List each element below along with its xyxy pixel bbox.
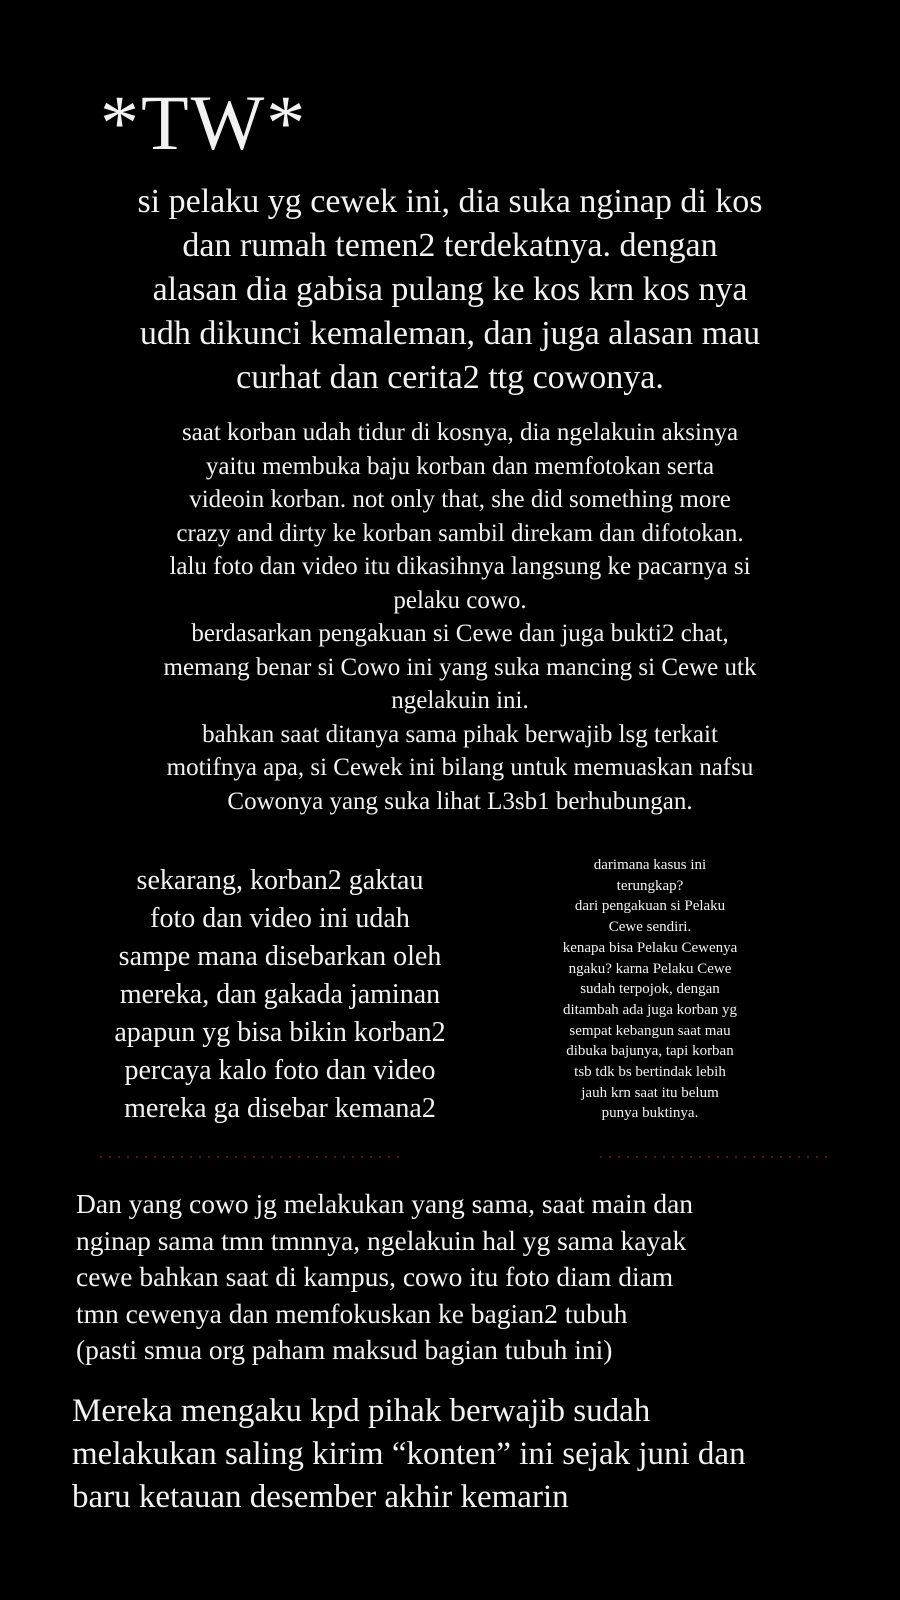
text-line: bahkan saat ditanya sama pihak berwajib lsg terkait <box>202 720 718 748</box>
text-line: yaitu membuka baju korban dan memfotokan serta <box>205 452 715 480</box>
text-line: tsb tdk bs bertindak lebih <box>574 1064 726 1081</box>
text-line: crazy and dirty ke korban sambil direkam dan difotokan. <box>176 519 744 547</box>
text-line: foto dan video ini udah <box>150 903 410 934</box>
text-line: (pasti smua org paham maksud bagian tubuh ini) <box>76 1334 613 1365</box>
text-line: memang benar si Cowo ini yang suka mancing si Cewe utk <box>163 653 757 681</box>
text-line: Cewe sendiri. <box>608 919 692 936</box>
text-line: punya buktinya. <box>601 1105 699 1122</box>
text-line: kenapa bisa Pelaku Cewenya <box>562 939 738 956</box>
text-line: melakukan saling kirim “konten” ini sejak juni dan <box>72 1436 746 1472</box>
text-line: si pelaku yg cewek ini, dia suka nginap di kos <box>137 183 763 220</box>
text-line: udh dikunci kemaleman, dan juga alasan mau <box>139 315 761 352</box>
text-line: dan rumah temen2 terdekatnya. dengan <box>182 227 718 264</box>
story-paragraph-4-sidenote <box>515 855 785 1124</box>
story-paragraph-5 <box>76 1186 876 1369</box>
text-line: mereka ga disebar kemana2 <box>124 1093 436 1124</box>
text-line: apapun yg bisa bikin korban2 <box>114 1017 446 1048</box>
text-line: cewe bahkan saat di kampus, cowo itu foto diam diam <box>76 1261 674 1292</box>
text-line: sampe mana disebarkan oleh <box>118 941 442 972</box>
dotted-divider-left <box>100 1156 400 1158</box>
story-paragraph-2 <box>80 416 840 818</box>
text-line: Mereka mengaku kpd pihak berwajib sudah <box>72 1393 651 1429</box>
text-line: baru ketauan desember akhir kemarin <box>72 1479 569 1515</box>
text-line: curhat dan cerita2 ttg cowonya. <box>236 359 664 396</box>
text-line: dari pengakuan si Pelaku <box>574 898 726 915</box>
text-line: percaya kalo foto dan video <box>124 1055 436 1086</box>
dotted-divider-right <box>600 1156 830 1158</box>
text-line: nginap sama tmn tmnnya, ngelakuin hal yg sama kayak <box>76 1224 687 1256</box>
text-line: ngaku? karna Pelaku Cewe <box>568 960 732 977</box>
text-line: pelaku cowo. <box>393 586 527 614</box>
story-paragraph-6 <box>72 1390 892 1519</box>
text-line: ngelakuin ini. <box>391 687 529 714</box>
text-line: berdasarkan pengakuan si Cewe dan juga bukti2 chat, <box>191 620 729 647</box>
text-line: lalu foto dan video itu dikasihnya langsung ke pacarnya si <box>169 553 751 580</box>
text-line: Cowonya yang suka lihat L3sb1 berhubungan. <box>227 787 693 815</box>
text-line: sekarang, korban2 gaktau <box>136 865 424 896</box>
story-paragraph-3 <box>60 862 500 1128</box>
text-line: sempat kebangun saat mau <box>569 1022 731 1039</box>
text-line: mereka, dan gakada jaminan <box>119 979 441 1010</box>
text-line: darimana kasus ini <box>593 857 707 873</box>
text-line: jauh krn saat itu belum <box>581 1084 719 1101</box>
text-line: ditambah ada juga korban yg <box>562 1001 738 1018</box>
text-line: saat korban udah tidur di kosnya, dia ngelakuin aksinya <box>181 419 739 446</box>
trigger-warning-title: *TW* <box>100 79 308 166</box>
story-paragraph-1 <box>60 180 840 400</box>
text-line: dibuka bajunya, tapi korban <box>566 1043 734 1060</box>
text-line: videoin korban. not only that, she did something more <box>189 486 731 513</box>
text-line: Dan yang cowo jg melakukan yang sama, saat main dan <box>76 1188 694 1219</box>
text-line: alasan dia gabisa pulang ke kos krn kos nya <box>152 271 748 308</box>
text-line: sudah terpojok, dengan <box>580 981 720 998</box>
text-line: motifnya apa, si Cewek ini bilang untuk memuaskan nafsu <box>166 754 754 781</box>
text-line: terungkap? <box>616 877 684 894</box>
text-line: tmn cewenya dan memfokuskan ke bagian2 tubuh <box>76 1297 628 1329</box>
